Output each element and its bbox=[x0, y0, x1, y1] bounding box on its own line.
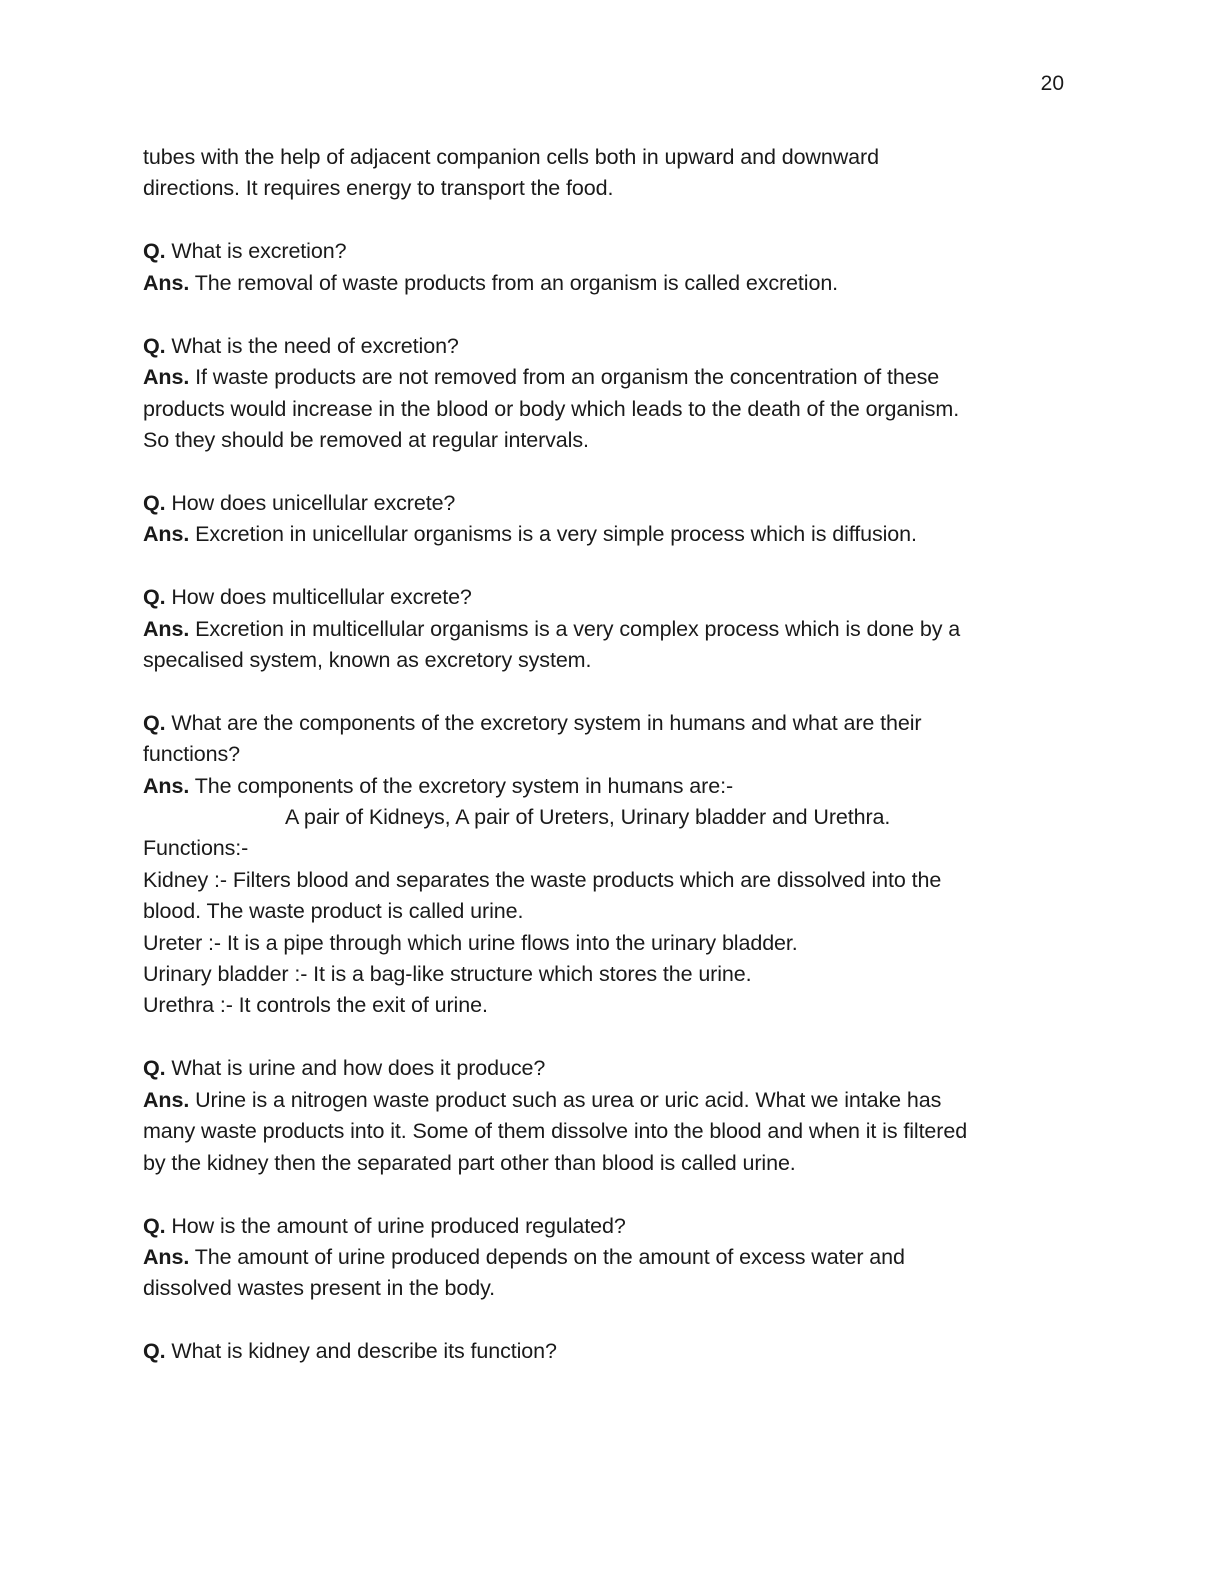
page-number: 20 bbox=[1040, 72, 1064, 95]
question bbox=[143, 1213, 626, 1239]
answer bbox=[143, 270, 838, 296]
question bbox=[143, 710, 921, 736]
answer-line: So they should be removed at regular intervals. bbox=[143, 428, 589, 452]
question-label: Q. bbox=[143, 239, 166, 263]
answer bbox=[143, 364, 939, 390]
answer-line: by the kidney then the separated part other than blood is called urine. bbox=[143, 1151, 796, 1175]
question bbox=[143, 584, 472, 610]
question bbox=[143, 333, 459, 359]
question bbox=[143, 238, 346, 264]
question bbox=[143, 490, 455, 516]
answer bbox=[143, 1244, 905, 1270]
answer-label: Ans. bbox=[143, 1088, 190, 1112]
answer-text: The removal of waste products from an organism is called excretion. bbox=[189, 271, 839, 295]
components-list: A pair of Kidneys, A pair of Ureters, Urinary bladder and Urethra. bbox=[285, 805, 891, 829]
question-label: Q. bbox=[143, 1056, 166, 1080]
answer-line: products would increase in the blood or body which leads to the death of the organism. bbox=[143, 397, 960, 421]
answer bbox=[143, 1087, 941, 1113]
answer-text: Excretion in multicellular organisms is a very complex process which is done by a bbox=[189, 617, 961, 641]
question-text: What is kidney and describe its function? bbox=[165, 1339, 557, 1363]
answer-text: Excretion in unicellular organisms is a very simple process which is diffusion. bbox=[189, 522, 917, 546]
question-label: Q. bbox=[143, 1339, 166, 1363]
question-label: Q. bbox=[143, 491, 166, 515]
question-text: What is excretion? bbox=[165, 239, 347, 263]
answer-label: Ans. bbox=[143, 522, 190, 546]
question bbox=[143, 1338, 557, 1364]
answer-line: dissolved wastes present in the body. bbox=[143, 1276, 496, 1300]
function-urinary-bladder: Urinary bladder :- It is a bag-like structure which stores the urine. bbox=[143, 962, 752, 986]
question-text: What are the components of the excretory system in humans and what are their bbox=[165, 711, 922, 735]
answer-label: Ans. bbox=[143, 617, 190, 641]
answer-label: Ans. bbox=[143, 271, 190, 295]
question bbox=[143, 1055, 545, 1081]
answer-text: The amount of urine produced depends on the amount of excess water and bbox=[189, 1245, 905, 1269]
answer bbox=[143, 616, 960, 642]
paragraph-line: tubes with the help of adjacent companion cells both in upward and downward bbox=[143, 145, 879, 169]
paragraph-line: directions. It requires energy to transport the food. bbox=[143, 176, 614, 200]
question-text: How does unicellular excrete? bbox=[165, 491, 456, 515]
answer-text: Urine is a nitrogen waste product such as urea or uric acid. What we intake has bbox=[189, 1088, 942, 1112]
function-urethra: Urethra :- It controls the exit of urine. bbox=[143, 993, 488, 1017]
question-label: Q. bbox=[143, 711, 166, 735]
answer bbox=[143, 773, 733, 799]
function-kidney: Kidney :- Filters blood and separates the waste products which are dissolved into the bbox=[143, 868, 942, 892]
question-text: What is urine and how does it produce? bbox=[165, 1056, 546, 1080]
answer-line: many waste products into it. Some of them dissolve into the blood and when it is filtered bbox=[143, 1119, 968, 1143]
question-line: functions? bbox=[143, 742, 241, 766]
answer-label: Ans. bbox=[143, 365, 190, 389]
answer-text: The components of the excretory system in humans are:- bbox=[189, 774, 734, 798]
functions-heading: Functions:- bbox=[143, 836, 249, 860]
question-label: Q. bbox=[143, 585, 166, 609]
answer bbox=[143, 521, 917, 547]
question-label: Q. bbox=[143, 334, 166, 358]
answer-line: specalised system, known as excretory system. bbox=[143, 648, 592, 672]
question-text: How does multicellular excrete? bbox=[165, 585, 472, 609]
function-ureter: Ureter :- It is a pipe through which urine flows into the urinary bladder. bbox=[143, 931, 798, 955]
answer-label: Ans. bbox=[143, 1245, 190, 1269]
question-text: How is the amount of urine produced regulated? bbox=[165, 1214, 626, 1238]
answer-label: Ans. bbox=[143, 774, 190, 798]
function-kidney-cont: blood. The waste product is called urine. bbox=[143, 899, 524, 923]
question-text: What is the need of excretion? bbox=[165, 334, 459, 358]
answer-text: If waste products are not removed from an organism the concentration of these bbox=[189, 365, 940, 389]
question-label: Q. bbox=[143, 1214, 166, 1238]
